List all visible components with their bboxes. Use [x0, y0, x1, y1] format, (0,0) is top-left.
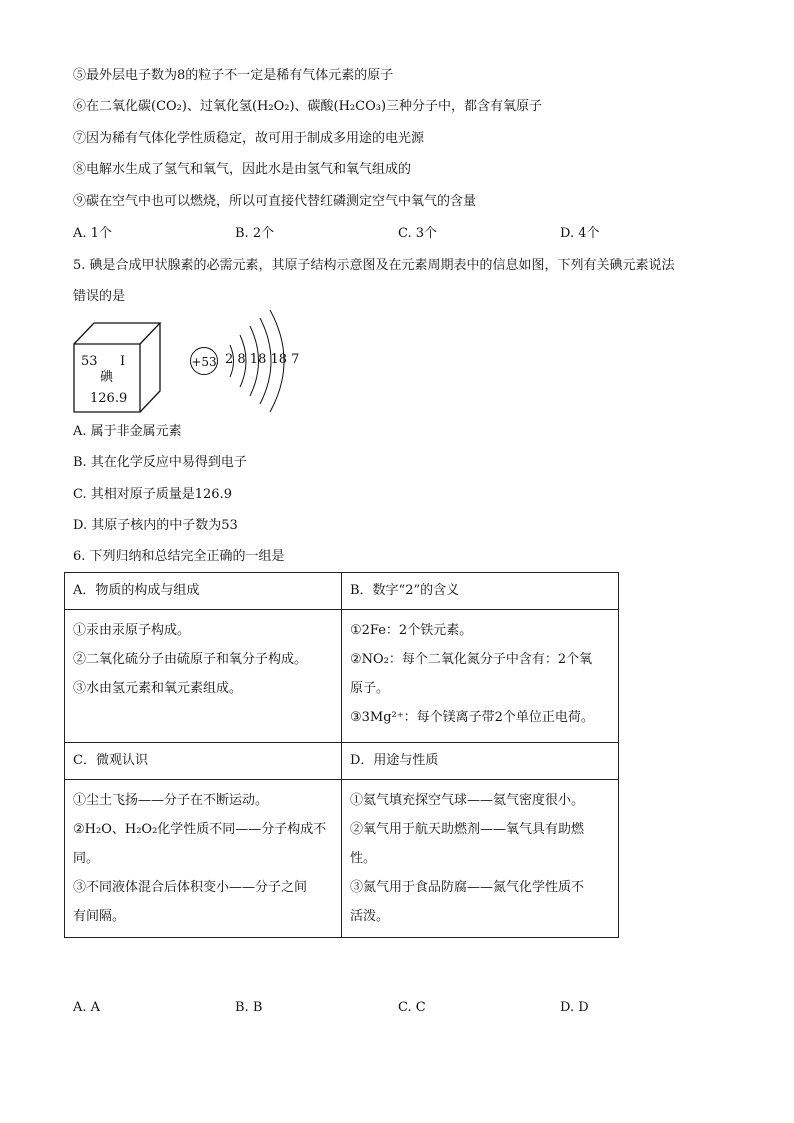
cell-c-line: ②H₂O、H₂O₂化学性质不同——分子构成不 [73, 822, 327, 837]
statement-7: ⑦因为稀有气体化学性质稳定，故可用于制成多用途的电光源 [73, 131, 425, 146]
cell-b-line: ②NO₂：每个二氧化氮分子中含有：2个氧 [350, 652, 593, 667]
element-name: 碘 [100, 370, 114, 385]
periodic-table-cell [73, 321, 163, 413]
atomic-structure-diagram [190, 308, 310, 418]
q6-option-a[interactable]: A. A [73, 1000, 101, 1015]
statement-5: ⑤最外层电子数为8的粒子不一定是稀有气体元素的原子 [73, 68, 394, 83]
statement-9: ⑨碳在空气中也可以燃烧，所以可直接代替红磷测定空气中氧气的含量 [73, 194, 477, 209]
cell-d-line: ③氮气用于食品防腐——氮气化学性质不 [350, 880, 585, 895]
cell-a-line: ②二氧化硫分子由硫原子和氧分子构成。 [73, 652, 308, 667]
atomic-mass: 126.9 [90, 391, 128, 406]
cell-d-line: ②氧气用于航天助燃剂——氧气具有助燃 [350, 822, 585, 837]
cell-c-line: 有间隔。 [73, 909, 126, 924]
q5-stem-line1: 5. 碘是合成甲状腺素的必需元素，其原子结构示意图及在元素周期表中的信息如图，下列有关碘元素说法 [73, 258, 675, 273]
atomic-number: 53 [81, 354, 98, 369]
q6-options [73, 999, 633, 1017]
cell-d-line: 性。 [350, 851, 377, 866]
q5-option-d[interactable]: D. 其原子核内的中子数为53 [73, 518, 238, 533]
cell-c-line: ③不同液体混合后体积变小——分子之间 [73, 880, 308, 895]
cell-c-line: ①尘土飞扬——分子在不断运动。 [73, 793, 269, 808]
cell-b-line: ③3Mg²⁺：每个镁离子带2个单位正电荷。 [350, 710, 594, 725]
cell-head-d: D．用途与性质 [342, 743, 619, 780]
q5-option-a[interactable]: A. 属于非金属元素 [73, 424, 182, 439]
cell-head-a: A．物质的构成与组成 [65, 573, 342, 610]
cell-head-c: C．微观认识 [65, 743, 342, 780]
cell-a-line: ①汞由汞原子构成。 [73, 623, 191, 638]
cell-d-line: ①氦气填充探空气球——氦气密度很小。 [350, 793, 585, 808]
element-symbol: I [120, 354, 126, 369]
q5-option-b[interactable]: B. 其在化学反应中易得到电子 [73, 455, 247, 470]
q5-option-c[interactable]: C. 其相对原子质量是126.9 [73, 487, 232, 502]
q6-stem: 6. 下列归纳和总结完全正确的一组是 [73, 549, 285, 564]
q4-option-d[interactable]: D. 4个 [560, 226, 600, 241]
cell-head-b: B．数字“2”的含义 [342, 573, 619, 610]
q4-option-c[interactable]: C. 3个 [398, 226, 438, 241]
nucleus: +53 [190, 347, 218, 375]
cell-c-line: 同。 [73, 851, 100, 866]
cell-d-line: 活泼。 [350, 909, 390, 924]
cell-a-line: ③水由氢元素和氧元素组成。 [73, 681, 243, 696]
q6-option-b[interactable]: B. B [235, 1000, 263, 1015]
q6-option-d[interactable]: D. D [560, 1000, 589, 1015]
q4-option-a[interactable]: A. 1个 [73, 226, 112, 241]
cell-b-line: ①2Fe：2个铁元素。 [350, 623, 473, 638]
statement-6: ⑥在二氧化碳(CO₂)、过氧化氢(H₂O₂)、碳酸(H₂CO₃)三种分子中，都含有氧原子 [73, 99, 543, 114]
q6-table [64, 572, 619, 938]
q4-options [73, 225, 633, 243]
cell-b-line: 原子。 [350, 681, 390, 696]
cell-b [342, 610, 619, 743]
shell-electron-counts: 2 8 18 18 7 [225, 352, 300, 367]
statement-8: ⑧电解水生成了氢气和氧气，因此水是由氢气和氧气组成的 [73, 162, 412, 177]
cell-c [65, 780, 342, 938]
cell-d [342, 780, 619, 938]
q5-stem-line2: 错误的是 [73, 289, 126, 304]
cell-a [65, 610, 342, 743]
q6-option-c[interactable]: C. C [398, 1000, 426, 1015]
q4-option-b[interactable]: B. 2个 [235, 226, 275, 241]
